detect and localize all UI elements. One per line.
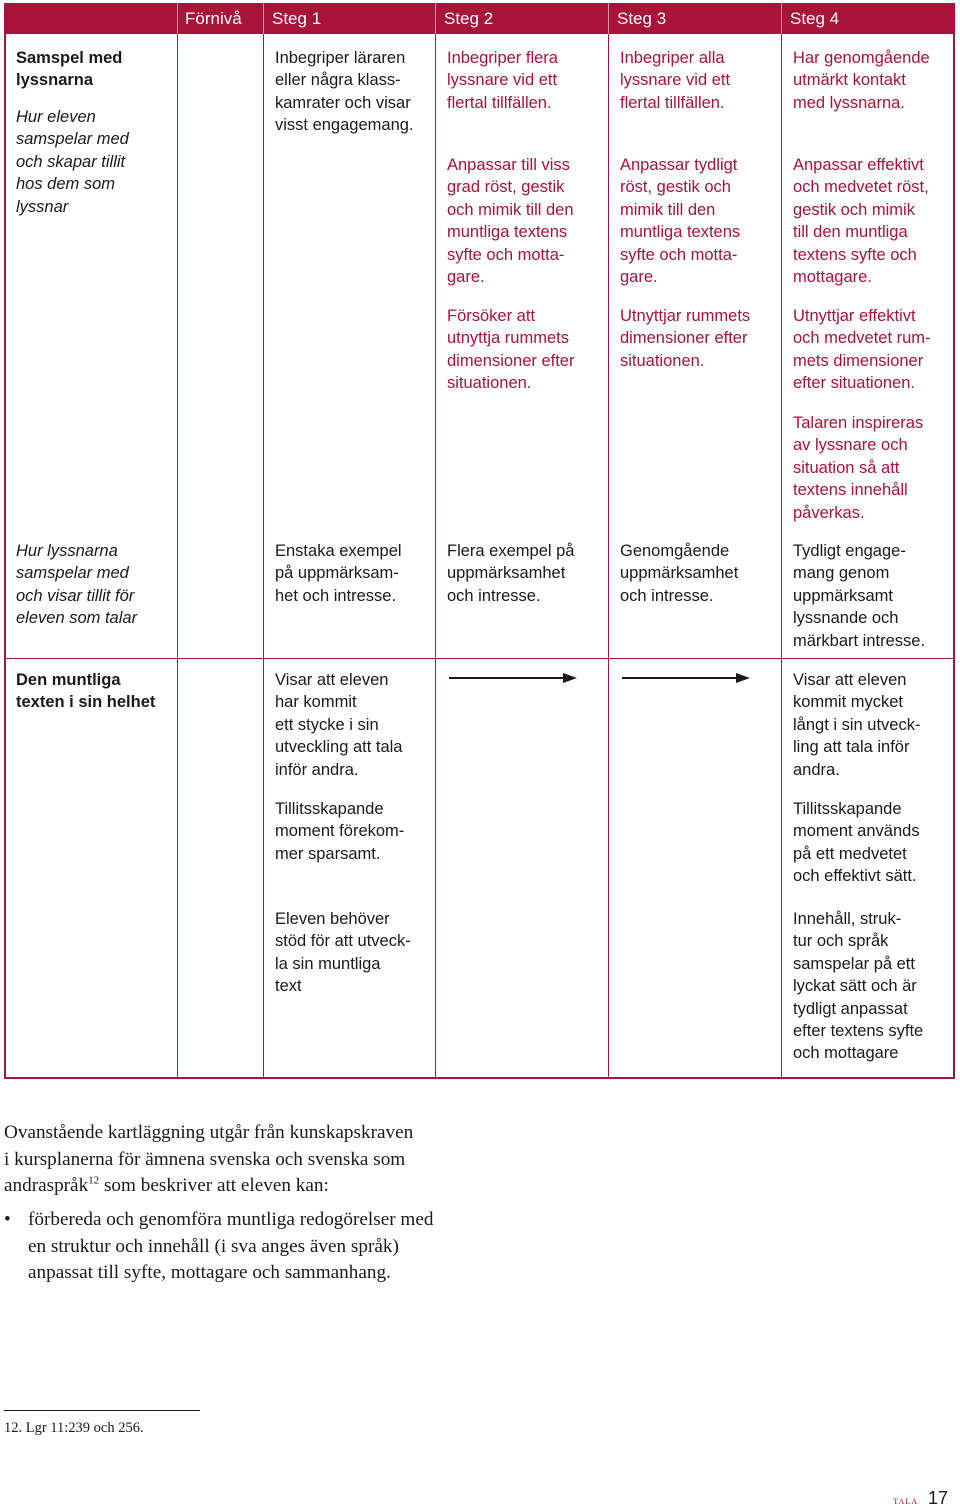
column-rule [4,34,6,1079]
header-divider [177,3,178,34]
helhet-steg1-utveckling: Visar att eleven har kommit ett stycke i sin utveckling att tala inför andra. [275,671,403,779]
header-fornivå: Förnivå [185,9,242,28]
samspel-steg4-rummet: Utnyttjar effektivt och medvetet rum- mets dimensioner efter situationen. [793,307,931,393]
samspel-steg3-kontakt: Inbegriper alla lyssnare vid ett flertal tillfällen. [620,49,731,112]
header-divider [781,3,782,34]
header-divider [263,3,264,34]
samspel-steg2-anpassning: Anpassar till viss grad röst, gestik och mimik till den muntliga textens syfte och motta- gare. [447,156,574,287]
row-label-helhet: Den muntliga texten i sin helhet [16,671,156,712]
samspel-steg4-kontakt: Har genomgående utmärkt kontakt med lyssnarna. [793,49,930,112]
header-divider [608,3,609,34]
assessment-table [4,3,955,1079]
lyssnarna-steg3: Genomgående uppmärksamhet och intresse. [620,542,739,605]
samspel-steg4-inspiration: Talaren inspireras av lyssnare och situation så att textens innehåll påverkas. [793,414,924,522]
helhet-steg4-struktur: Innehåll, struk- tur och språk samspelar på ett lyckat sätt och är tydligt anpassat efter textens syfte och mottagare [793,910,924,1063]
samspel-steg3-rummet: Utnyttjar rummets dimensioner efter situationen. [620,307,751,370]
footnote-rule [4,1410,200,1411]
body-paragraph [4,1120,474,1200]
samspel-steg1: Inbegriper läraren eller några klass- kamrater och visar visst engagemang. [275,49,414,135]
helhet-steg4-utveckling: Visar att eleven kommit mycket långt i sin utveck- ling att tala inför andra. [793,671,921,779]
helhet-steg1-tillit: Tillitsskapande moment förekom- mer sparsamt. [275,800,405,863]
header-divider [435,3,436,34]
page-folio [893,1488,948,1509]
body-paragraph-text: Ovanstående kartläggning utgår från kunskapskraven i kursplanerna för ämnena svenska och svenska som andraspråk [4,1122,414,1196]
column-rule [263,34,264,1079]
samspel-steg3-anpassning: Anpassar tydligt röst, gestik och mimik till den muntliga textens syfte och motta- gare. [620,156,741,287]
column-rule [177,34,178,1079]
page-number: 17 [927,1488,948,1508]
header-steg-3: Steg 3 [617,9,667,28]
body-paragraph-tail: som beskriver att eleven kan: [99,1175,329,1196]
row-sublabel-samspel: Hur eleven samspelar med och skapar tillit hos dem som lyssnar [16,108,129,216]
table-header-row [4,3,955,34]
column-rule [435,34,436,1079]
footnote: 12. Lgr 11:239 och 256. [4,1420,144,1436]
helhet-steg1-stod: Eleven behöver stöd för att utveck- la sin muntliga text [275,910,411,996]
running-title: tala [893,1495,918,1507]
arrow-right-icon [447,671,579,685]
samspel-steg4-anpassning: Anpassar effektivt och medvetet röst, gestik och mimik till den muntliga textens syfte och mottagare. [793,156,929,287]
row-separator [4,658,955,659]
arrow-right-icon [620,671,752,685]
table-body [4,34,955,1079]
lyssnarna-steg4: Tydligt engage- mang genom uppmärksamt lyssnande och märkbart intresse. [793,542,926,650]
row-sublabel-lyssnarna: Hur lyssnarna samspelar med och visar tillit för eleven som talar [16,542,138,628]
header-steg-1: Steg 1 [272,9,322,28]
column-rule [781,34,782,1079]
samspel-steg2-kontakt: Inbegriper flera lyssnare vid ett flertal tillfällen. [447,49,558,112]
lyssnarna-steg2: Flera exempel på uppmärksamhet och intresse. [447,542,575,605]
header-steg-4: Steg 4 [790,9,840,28]
column-rule [953,34,955,1079]
bullet-icon: • [4,1209,11,1230]
footnote-ref: 12 [88,1174,100,1187]
table-bottom-rule [4,1077,955,1079]
row-label-samspel: Samspel med lyssnarna [16,49,123,90]
lyssnarna-steg1: Enstaka exempel på uppmärksam- het och intresse. [275,542,402,605]
header-steg-2: Steg 2 [444,9,494,28]
samspel-steg2-rummet: Försöker att utnyttja rummets dimensioner efter situationen. [447,307,575,393]
helhet-steg4-tillit: Tillitsskapande moment används på ett medvetet och effektivt sätt. [793,800,920,886]
column-rule [608,34,609,1079]
bullet-text: förbereda och genomföra muntliga redogörelser med en struktur och innehåll (i sva anges även språk) anpassat till syfte, mottagare och sammanhang. [28,1209,434,1283]
